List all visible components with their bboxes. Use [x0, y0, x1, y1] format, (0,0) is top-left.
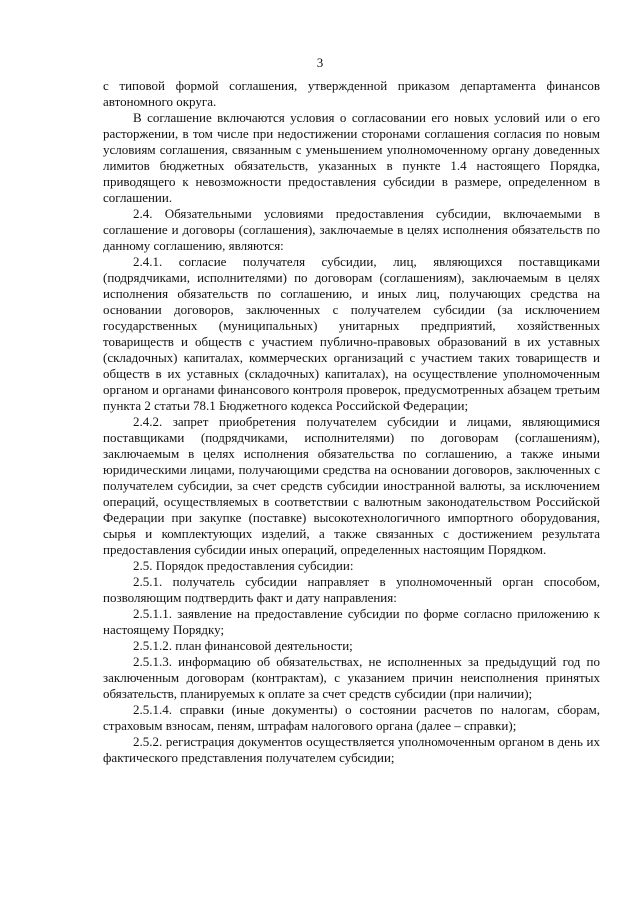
document-body	[103, 78, 600, 766]
paragraph-2-5-1: 2.5.1. получатель субсидии направляет в уполномоченный орган способом, позволяющим подтвердить факт и дату направления:	[103, 574, 600, 605]
paragraph-2-5-1-3: 2.5.1.3. информацию об обязательствах, не исполненных за предыдущий год по заключенным договорам (контрактам), с указанием причин неисполнения принятых обязательств, планируемых к оплате за счет средств субсидии (при наличии);	[103, 654, 600, 701]
paragraph-2-4: 2.4. Обязательными условиями предоставления субсидии, включаемыми в соглашение и договоры (соглашения), заключаемые в целях исполнения обязательств по данному соглашению, являются:	[103, 206, 600, 253]
paragraph-2-4-1: 2.4.1. согласие получателя субсидии, лиц, являющихся поставщиками (подрядчиками, исполнителями) по договорам (соглашениям), заключаемым в целях исполнения обязательств по соглашению, и иных лиц, получающих средства на основании договоров, заключенных с получателем субсидии (за исключением государственных (муниципальных) унитарных предприятий, хозяйственных товариществ и обществ с участием публично-правовых образований в их уставных (складочных) капиталах, коммерческих организаций с участием таких товариществ и обществ в их уставных (складочных) капиталах), на осуществление уполномоченным органом и органами финансового контроля проверок, предусмотренных абзацем третьим пункта 2 статьи 78.1 Бюджетного кодекса Российской Федерации;	[103, 254, 600, 413]
paragraph-agreement-terms: В соглашение включаются условия о согласовании его новых условий или о его расторжении, в том числе при недостижении сторонами соглашения согласия по новым условиям соглашения, связанным с уменьшением уполномоченному органу доведенных лимитов бюджетных обязательств, указанных в пункте 1.4 настоящего Порядка, приводящего к невозможности предоставления субсидии в размере, определенном в соглашении.	[103, 110, 600, 205]
paragraph-2-4-2: 2.4.2. запрет приобретения получателем субсидии и лицами, являющимися поставщиками (подрядчиками, исполнителями) по договорам (соглашениям), заключаемым в целях исполнения обязательства по соглашению, а также иными юридическими лицами, получающими средства на основании договоров, заключенных с получателем субсидии, за счет средств субсидии иностранной валюты, за исключением операций, осуществляемых в соответствии с валютным законодательством Российской Федерации при закупке (поставке) высокотехнологичного импортного оборудования, сырья и комплектующих изделий, а также связанных с достижением результата предоставления субсидии иных операций, определенных настоящим Порядком.	[103, 414, 600, 557]
paragraph-2-5-1-1: 2.5.1.1. заявление на предоставление субсидии по форме согласно приложению к настоящему Порядку;	[103, 606, 600, 637]
page-number: 3	[316, 55, 324, 70]
paragraph-2-5: 2.5. Порядок предоставления субсидии:	[133, 558, 354, 573]
paragraph-2-5-1-2: 2.5.1.2. план финансовой деятельности;	[133, 638, 353, 653]
paragraph-2-5-2: 2.5.2. регистрация документов осуществляется уполномоченным органом в день их фактического представления получателем субсидии;	[103, 734, 600, 765]
paragraph-continuation: с типовой формой соглашения, утвержденной приказом департамента финансов автономного округа.	[103, 78, 600, 109]
paragraph-2-5-1-4: 2.5.1.4. справки (иные документы) о состоянии расчетов по налогам, сборам, страховым взносам, пеням, штрафам налогового органа (далее – справки);	[103, 702, 600, 733]
